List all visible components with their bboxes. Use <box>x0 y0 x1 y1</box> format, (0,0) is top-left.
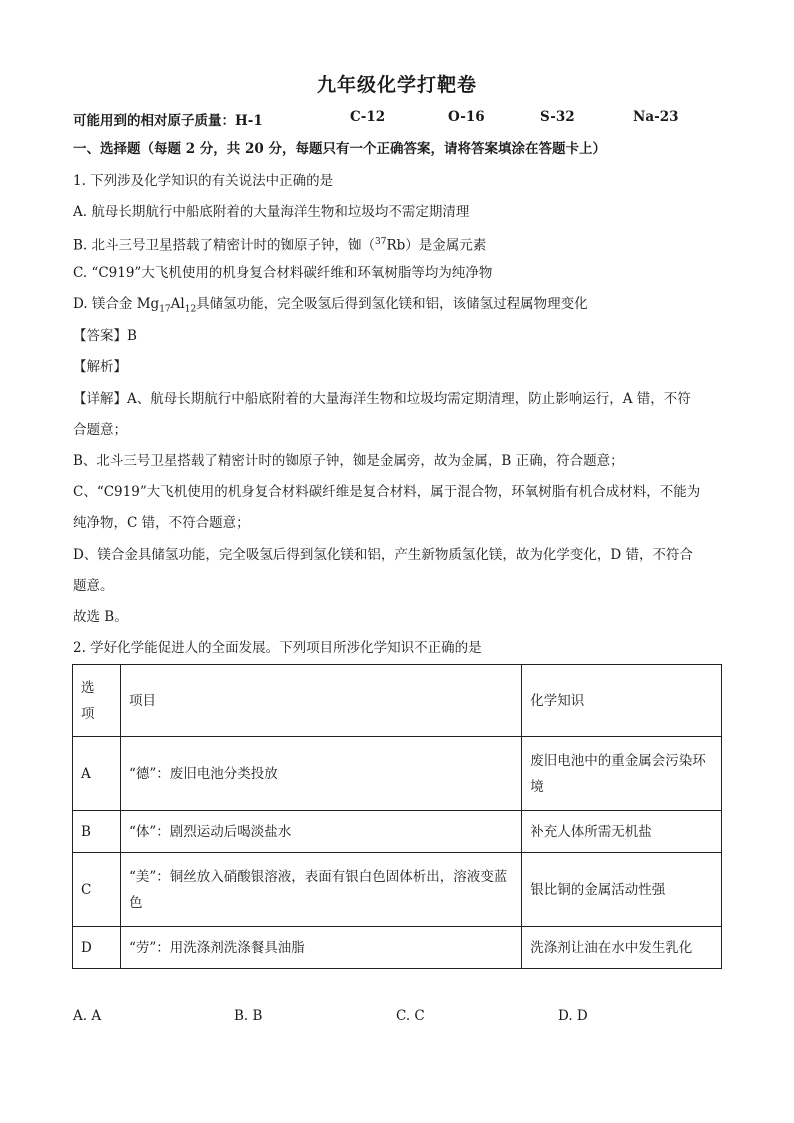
q1-option-d-rest: 具储氢功能，完全吸氢后得到氢化镁和铝，该储氢过程属物理变化 <box>196 296 588 312</box>
q1-option-b-element: Rb）是金属元素 <box>386 237 487 254</box>
q1-conclusion: 故选 B。 <box>73 609 128 625</box>
row-knowledge: 补充人体所需无机盐 <box>522 811 722 853</box>
q1-option-d-sub2: 12 <box>184 304 197 315</box>
q1-detail-2: B、北斗三号卫星搭载了精密计时的铷原子钟，铷是金属旁，故为金属，B 正确，符合题意； <box>73 453 624 469</box>
q1-option-c: C. “C919”大飞机使用的机身复合材料碳纤维和环氧树脂等均为纯净物 <box>73 265 493 281</box>
row-knowledge: 洗涤剂让油在水中发生乳化 <box>522 927 722 969</box>
table-row <box>73 737 722 811</box>
page-title: 九年级化学打靶卷 <box>316 74 477 96</box>
row-option: C <box>73 853 121 927</box>
row-option: D <box>73 927 121 969</box>
q1-detail-3b: 纯净物，C 错，不符合题意； <box>73 515 250 531</box>
q1-option-d <box>73 294 588 320</box>
row-option: A <box>73 737 121 811</box>
section-heading: 一、选择题（每题 2 分，共 20 分，每题只有一个正确答案，请将答案填涂在答题卡上） <box>73 141 606 157</box>
q1-option-b <box>73 232 486 256</box>
row-item: “劳”：用洗涤剂洗涤餐具油脂 <box>120 927 521 969</box>
row-item: “德”：废旧电池分类投放 <box>120 737 521 811</box>
q2-choice-b: B. B <box>234 1008 263 1024</box>
q2-choice-d: D. D <box>558 1008 588 1024</box>
q2-table <box>72 664 722 969</box>
q1-stem: 1. 下列涉及化学知识的有关说法中正确的是 <box>73 173 334 189</box>
q1-analysis-label: 【解析】 <box>73 359 127 375</box>
q2-choice-a: A. A <box>73 1008 102 1024</box>
header-knowledge: 化学知识 <box>522 665 722 737</box>
q1-detail-1a: 【详解】A、航母长期航行中船底附着的大量海洋生物和垃圾均需定期清理，防止影响运行，A 错，不符 <box>73 391 691 407</box>
q2-stem: 2. 学好化学能促进人的全面发展。下列项目所涉化学知识不正确的是 <box>73 640 482 656</box>
atomic-mass-na: Na-23 <box>633 109 679 125</box>
q1-answer: 【答案】B <box>73 328 137 344</box>
row-knowledge: 废旧电池中的重金属会污染环境 <box>522 737 722 811</box>
row-item: “体”：剧烈运动后喝淡盐水 <box>120 811 521 853</box>
row-option: B <box>73 811 121 853</box>
row-item: “美”：铜丝放入硝酸银溶液，表面有银白色固体析出，溶液变蓝色 <box>120 853 521 927</box>
q1-detail-1b: 合题意； <box>73 422 127 438</box>
row-knowledge: 银比铜的金属活动性强 <box>522 853 722 927</box>
table-row <box>73 853 722 927</box>
table-header-row <box>73 665 722 737</box>
q1-option-d-sub1: 17 <box>159 304 171 315</box>
table-row <box>73 927 722 969</box>
header-option <box>73 665 121 737</box>
q1-option-b-text: B. 北斗三号卫星搭载了精密计时的铷原子钟，铷（ <box>73 237 376 254</box>
atomic-masses-label: 可能用到的相对原子质量：H-1 <box>73 113 263 129</box>
header-option-line2: 项 <box>81 705 95 722</box>
header-option-line1: 选 <box>81 679 95 696</box>
table-row <box>73 811 722 853</box>
q1-detail-3a: C、“C919”大飞机使用的机身复合材料碳纤维是复合材料，属于混合物，环氧树脂有机合成材料，不能为 <box>73 484 701 500</box>
q1-option-a: A. 航母长期航行中船底附着的大量海洋生物和垃圾均不需定期清理 <box>73 204 470 220</box>
q1-detail-4a: D、镁合金具储氢功能，完全吸氢后得到氢化镁和铝，产生新物质氢化镁，故为化学变化，D 错，不符合 <box>73 547 693 563</box>
q1-option-d-text: D. 镁合金 Mg <box>73 296 160 312</box>
atomic-mass-o: O-16 <box>448 109 485 125</box>
q1-option-b-mass-number: 37 <box>375 237 387 247</box>
q2-choice-c: C. C <box>396 1008 425 1024</box>
q1-detail-4b: 题意。 <box>73 578 114 594</box>
header-item: 项目 <box>120 665 521 737</box>
atomic-mass-s: S-32 <box>540 109 575 125</box>
atomic-mass-c: C-12 <box>350 109 386 125</box>
q1-option-d-al: Al <box>170 296 185 312</box>
